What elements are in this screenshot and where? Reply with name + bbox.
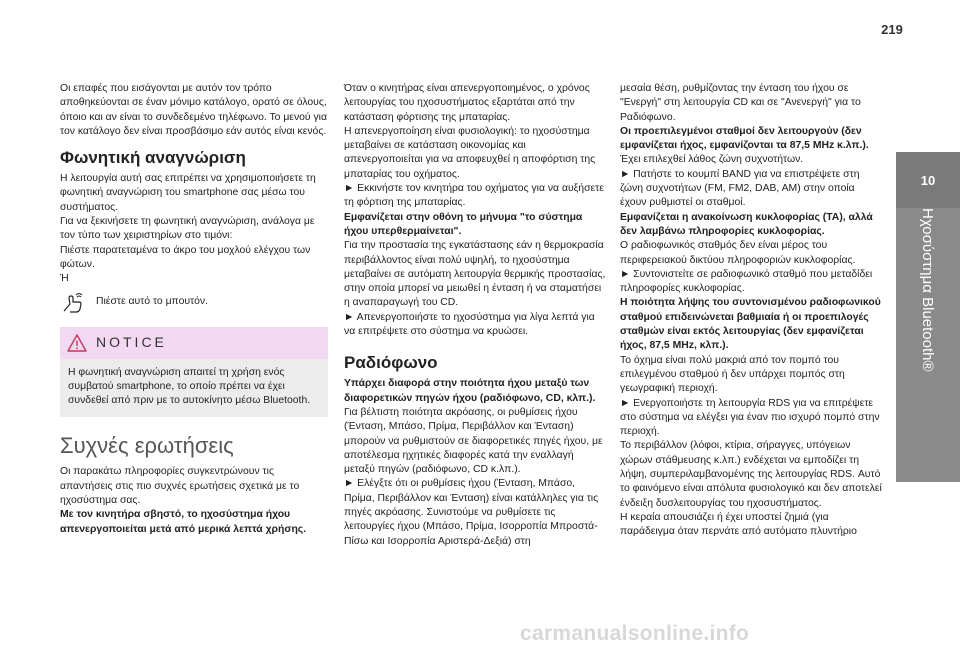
contacts-intro: Οι επαφές που εισάγονται με αυτόν τον τρόπο αποθηκεύονται σε έναν μόνιμο κατάλογο, ορατό σε όλους, όποιο και αν είναι το συνδεδεμένο τηλέφωνο. Το μενού για τον κατάλογο δεν είναι προσβάσιμο εάν αυτός είναι κενός. <box>60 83 327 137</box>
page-number: 219 <box>881 22 903 37</box>
col2-para-1: Όταν ο κινητήρας είναι απενεργοποιημένος, ο χρόνος λειτουργίας του ηχοσυστήματος εξαρτάται από την κατάσταση φόρτισης της μπαταρίας. <box>344 83 590 123</box>
voice-para-1: Η λειτουργία αυτή σας επιτρέπει να χρησιμοποιήσετε τη φωνητική αναγνώριση του smartphone σας μέσω του συστήματος. <box>60 173 316 213</box>
notice-title: NOTICE <box>96 334 167 351</box>
col2-para-6: Για βέλτιστη ποιότητα ακρόασης, οι ρυθμίσεις ήχου (Ένταση, Μπάσο, Πρίμα, Περιβάλλον και Ένταση) μπορούν να ρυθμιστούν σε διαφορετικές πηγές ήχου, με αποτέλεσμα ηχητικές διαφορές κατά την εναλλαγή μεταξύ πηγών (ραδιόφωνο, CD κ.λπ.). <box>344 406 603 476</box>
column-3 <box>620 82 882 540</box>
voice-para-2: Για να ξεκινήσετε τη φωνητική αναγνώριση, ανάλογα με τον τύπο των χειριστηρίων στο τιμόνι: <box>60 216 315 242</box>
faq-question-presets: Οι προεπιλεγμένοι σταθμοί δεν λειτουργούν (δεν εμφανίζεται ήχος, εμφανίζονται τα 87,5 MHz κ.λπ.). <box>620 125 869 152</box>
col3-para-1: μεσαία θέση, ρυθμίζοντας την ένταση του ήχου σε "Ενεργή" στη λειτουργία CD και σε "Ανενεργή" για το Ραδιόφωνο. <box>620 83 861 123</box>
faq-question-sound-quality: Υπάρχει διαφορά στην ποιότητα ήχου μεταξύ των διαφορετικών πηγών ήχου (ραδιόφωνο, CD, κλπ.). <box>344 378 596 404</box>
col2-para-2: Η απενεργοποίηση είναι φυσιολογική: το ηχοσύστημα μεταβαίνει σε κατάσταση οικονομίας και απενεργοποιείται για να αποφευχθεί η αποφόρτιση της μπαταρίας του οχήματος. <box>344 125 596 180</box>
notice-header <box>60 327 328 359</box>
col3-para-3: ► Πατήστε το κουμπί BAND για να επιστρέψετε στη ζώνη συχνοτήτων (FM, FM2, DAB, AM) στην οποία έχουν ρυθμιστεί οι σταθμοί. <box>620 168 860 209</box>
col3-para-7: ► Ενεργοποιήστε τη λειτουργία RDS για να επιτρέψετε στο σύστημα να ελέγξει για έναν πιο ισχυρό πομπό στην περιοχή. <box>620 397 880 438</box>
col2-para-3: ► Εκκινήστε τον κινητήρα του οχήματος για να αυξήσετε τη φόρτιση της μπαταρίας. <box>344 183 604 209</box>
col3-para-5: ► Συντονιστείτε σε ραδιοφωνικό σταθμό που μεταδίδει πληροφορίες κυκλοφορίας. <box>620 268 873 295</box>
col3-para-2: Έχει επιλεχθεί λάθος ζώνη συχνοτήτων. <box>620 154 804 166</box>
voice-para-3: Πιέστε παρατεταμένα το άκρο του μοχλού ελέγχου των φώτων. <box>60 244 311 270</box>
col2-para-4: Για την προστασία της εγκατάστασης εάν η θερμοκρασία περιβάλλοντος είναι πολύ υψηλή, το ηχοσύστημα μεταβαίνει σε αυτόματη λειτουργία θερμικής προστασίας, στην οποία μπορεί να μειωθεί η ένταση ή να σταματήσει η αναπαραγωγή του CD. <box>344 240 606 309</box>
col2-para-7: ► Ελέγξτε ότι οι ρυθμίσεις ήχου (Ένταση, Μπάσο, Πρίμα, Περιβάλλον και Ένταση) είναι κατάλληλες για τις πηγές ακρόασης. Συνιστούμε να ρυθμίσετε τις λειτουργίες ήχου (Μπάσο, Πρίμα, Ισορροπία Μπροστά-Πίσω και Ισορροπία Αριστερά-Δεξιά) στη <box>344 478 599 547</box>
column-2 <box>344 82 606 549</box>
notice-body: Η φωνητική αναγνώριση απαιτεί τη χρήση ενός συμβατού smartphone, το οποίο πρέπει να έχει συνδεθεί από πριν με το αυτοκίνητο μέσω Bluetooth. <box>60 359 328 418</box>
col3-para-6: Το όχημα είναι πολύ μακριά από τον πομπό του επιλεγμένου σταθμού ή δεν υπάρχει πομπός στη γεωγραφική περιοχή. <box>620 354 845 395</box>
faq-question-overheat: Εμφανίζεται στην οθόνη το μήνυμα "το σύστημα ήχου υπερθερμαίνεται". <box>344 211 583 237</box>
column-1 <box>60 82 328 537</box>
col3-para-8: Το περιβάλλον (λόφοι, κτίρια, σήραγγες, υπόγειων χώρων στάθμευσης κ.λπ.) ενδέχεται να εμποδίζει τη λήψη, συμπεριλαμβανομένης της λειτουργίας RDS. Αυτό το φαινόμενο είναι απόλυτα φυσιολογικό και δεν αποτελεί ένδειξη δυσλειτουργίας του ηχοσυστήματος. <box>620 440 882 509</box>
col3-para-9: Η κεραία απουσιάζει ή έχει υποστεί ζημιά (για παράδειγμα όταν περνάτε από αυτόματο πλυντήριο <box>620 511 857 538</box>
col2-para-5: ► Απενεργοποιήστε το ηχοσύστημα για λίγα λεπτά για να επιτρέψετε στο σύστημα να κρυώσει. <box>344 311 595 338</box>
faq-heading: Συχνές ερωτήσεις <box>60 433 234 459</box>
faq-question-traffic: Εμφανίζεται η ανακοίνωση κυκλοφορίας (TA), αλλά δεν λαμβάνω πληροφορίες κυκλοφορίας. <box>620 211 873 237</box>
chapter-title-container <box>896 208 960 408</box>
hand-press-icon <box>60 291 88 315</box>
press-button-row <box>60 291 328 315</box>
notice-box <box>60 327 328 418</box>
faq-intro: Οι παρακάτω πληροφορίες συγκεντρώνουν τις απαντήσεις στις πιο συχνές ερωτήσεις σχετικά με το ηχοσύστημα σας. <box>60 466 300 507</box>
voice-or: Ή <box>60 273 69 285</box>
warning-icon <box>66 333 88 353</box>
press-button-text: Πιέστε αυτό το μπουτόν. <box>96 295 208 307</box>
chapter-number: 10 <box>896 152 960 208</box>
radio-heading: Ραδιόφωνο <box>344 353 438 373</box>
col3-para-4: Ο ραδιοφωνικός σταθμός δεν είναι μέρος του περιφερειακού δικτύου πληροφοριών κυκλοφορίας. <box>620 240 856 266</box>
chapter-title: Ηχοσύστημα Bluetooth® <box>919 208 936 372</box>
voice-recognition-heading: Φωνητική αναγνώριση <box>60 148 246 168</box>
faq-question-reception: Η ποιότητα λήψης του συντονισμένου ραδιοφωνικού σταθμού επιδεινώνεται βαθμιαία ή οι προεπιλογές σταθμών είναι εκτός λειτουργίας (δεν εμφανίζεται ήχος, 87,5 MHz, κλπ.). <box>620 297 881 352</box>
faq-question-engine-off: Με τον κινητήρα σβηστό, το ηχοσύστημα ήχου απενεργοποιείται μετά από μερικά λεπτά χρήσης. <box>60 509 307 535</box>
watermark: carmanualsonline.info <box>520 622 750 645</box>
